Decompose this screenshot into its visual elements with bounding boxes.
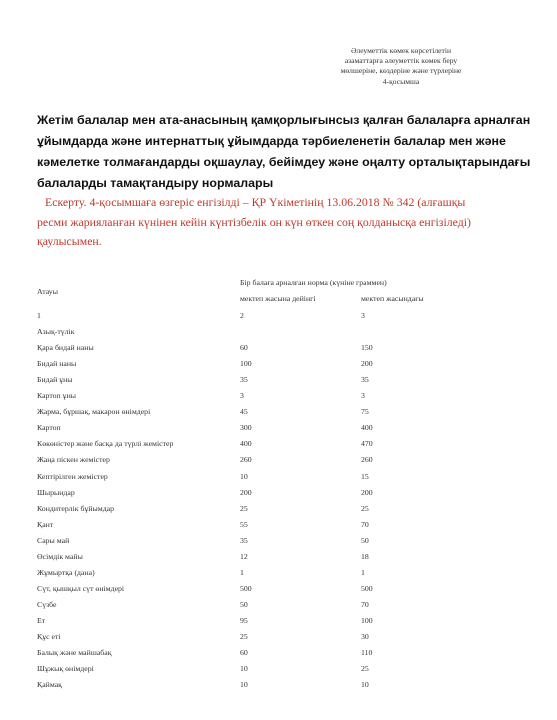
food-name-cell: Шырындар bbox=[37, 487, 75, 497]
school-norm-cell: 3 bbox=[361, 311, 365, 320]
school-norm-cell: 1 bbox=[361, 567, 365, 577]
preschool-norm-cell: 10 bbox=[240, 471, 248, 481]
food-name-cell: Картоп ұны bbox=[37, 391, 76, 401]
annex-label bbox=[306, 46, 496, 87]
preschool-norm-cell: 12 bbox=[240, 551, 248, 561]
preschool-norm-cell: 60 bbox=[240, 343, 248, 353]
food-name-cell: Сары май bbox=[37, 535, 70, 545]
table-row bbox=[0, 616, 557, 630]
food-name-cell: Жұмыртқа (дана) bbox=[37, 567, 95, 577]
table-row bbox=[0, 375, 557, 389]
table-row bbox=[0, 407, 557, 421]
food-name-cell: Шұжық өнімдері bbox=[37, 664, 94, 674]
school-norm-cell: 150 bbox=[361, 343, 373, 353]
preschool-norm-cell: 500 bbox=[240, 583, 252, 593]
title-line: Жетім балалар мен ата-анасының қамқорлығынсыз қалған балаларға арналған bbox=[37, 113, 531, 127]
school-norm-cell: 50 bbox=[361, 535, 369, 545]
name-column-header: Атауы bbox=[37, 287, 58, 296]
preschool-norm-cell: 10 bbox=[240, 664, 248, 674]
annex-line: мөлшеріне, көздеріне және түрлеріне bbox=[340, 66, 462, 76]
annex-line: 4-қосымша bbox=[382, 76, 420, 86]
title-line: ұйымдарда және интернаттық ұйымдарда тәрбиеленетін балалар мен және bbox=[37, 134, 506, 148]
food-name-cell: Қаймақ bbox=[37, 680, 62, 690]
note-line: қаулысымен. bbox=[37, 234, 102, 248]
preschool-norm-cell: 45 bbox=[240, 407, 248, 417]
school-norm-cell: 100 bbox=[361, 615, 373, 625]
table-row bbox=[0, 600, 557, 614]
school-norm-cell: 70 bbox=[361, 519, 369, 529]
food-name-cell: Өсімдік майы bbox=[37, 551, 83, 561]
annex-line: Әлеуметтік көмек көрсетілетін bbox=[350, 46, 452, 55]
preschool-norm-cell: 100 bbox=[240, 359, 252, 369]
food-name-cell: Көкөністер және басқа да түрлі жемістер bbox=[37, 439, 174, 449]
school-norm-cell: 10 bbox=[361, 680, 369, 690]
preschool-norm-cell: 3 bbox=[240, 391, 244, 401]
table-row bbox=[0, 455, 557, 469]
school-norm-cell: 35 bbox=[361, 375, 369, 385]
table-row bbox=[0, 359, 557, 373]
preschool-norm-cell: 35 bbox=[240, 375, 248, 385]
school-norm-cell: 400 bbox=[361, 423, 373, 433]
school-norm-cell: 70 bbox=[361, 599, 369, 609]
annex-line: азаматтарға әлеуметтік көмек беру bbox=[344, 56, 458, 66]
table-row bbox=[0, 327, 557, 341]
amendment-note bbox=[37, 193, 537, 252]
preschool-norm-cell: 55 bbox=[240, 519, 248, 529]
school-norm-cell: 25 bbox=[361, 503, 369, 513]
table-row bbox=[0, 472, 557, 486]
document-title bbox=[37, 110, 537, 194]
food-name-cell: Кондитерлік бұйымдар bbox=[37, 503, 115, 513]
preschool-norm-cell: 400 bbox=[240, 439, 252, 449]
table-row bbox=[0, 552, 557, 566]
food-name-cell: Картоп bbox=[37, 423, 61, 433]
school-norm-cell: 110 bbox=[361, 648, 373, 658]
school-norm-cell: 25 bbox=[361, 664, 369, 674]
preschool-norm-cell: 2 bbox=[240, 311, 244, 320]
preschool-norm-cell: 50 bbox=[240, 599, 248, 609]
school-norm-cell: 3 bbox=[361, 391, 365, 401]
school-column-header: мектеп жасындағы bbox=[361, 294, 424, 303]
table-row bbox=[0, 423, 557, 437]
table-row bbox=[0, 648, 557, 662]
norm-column-header: Бір балаға арналған норма (күніне граммен) bbox=[240, 278, 387, 287]
school-norm-cell: 15 bbox=[361, 471, 369, 481]
food-name-cell: Қант bbox=[37, 519, 54, 529]
food-name-cell: Азық-түлік bbox=[37, 327, 75, 337]
table-row bbox=[0, 584, 557, 598]
preschool-norm-cell: 300 bbox=[240, 423, 252, 433]
school-norm-cell: 200 bbox=[361, 487, 373, 497]
preschool-norm-cell: 200 bbox=[240, 487, 252, 497]
preschool-norm-cell: 25 bbox=[240, 632, 248, 641]
food-name-cell: Жарма, бұршақ, макарон өнімдері bbox=[37, 407, 151, 417]
table-row bbox=[0, 488, 557, 502]
food-name-cell: Жаңа піскен жемістер bbox=[37, 455, 110, 465]
food-name-cell: Бидай ұны bbox=[37, 375, 73, 385]
table-row bbox=[0, 520, 557, 534]
title-line: балаларды тамақтандыру нормалары bbox=[37, 176, 274, 190]
school-norm-cell: 30 bbox=[361, 632, 369, 641]
food-name-cell: Құс еті bbox=[37, 632, 61, 641]
note-line: Ескерту. 4-қосымшаға өзгеріс енгізілді – ҚР Үкіметінің 13.06.2018 № 342 (алғашқы bbox=[45, 195, 466, 209]
food-name-cell: Кептірілген жемістер bbox=[37, 471, 108, 481]
table-row bbox=[0, 664, 557, 678]
table-row bbox=[0, 632, 557, 646]
table-row bbox=[0, 311, 557, 325]
table-row bbox=[0, 343, 557, 357]
table-row bbox=[0, 504, 557, 518]
table-row bbox=[0, 439, 557, 453]
table-row bbox=[0, 680, 557, 694]
preschool-norm-cell: 25 bbox=[240, 503, 248, 513]
table-row bbox=[0, 536, 557, 550]
preschool-norm-cell: 1 bbox=[240, 567, 244, 577]
food-name-cell: Бидай наны bbox=[37, 359, 77, 369]
food-name-cell: Сүзбе bbox=[37, 599, 57, 609]
food-name-cell: 1 bbox=[37, 311, 41, 320]
school-norm-cell: 18 bbox=[361, 551, 369, 561]
preschool-norm-cell: 10 bbox=[240, 680, 248, 690]
food-name-cell: Балық және майшабақ bbox=[37, 648, 112, 658]
preschool-norm-cell: 95 bbox=[240, 615, 248, 625]
food-name-cell: Қара бидай наны bbox=[37, 343, 94, 353]
preschool-norm-cell: 260 bbox=[240, 455, 252, 465]
preschool-norm-cell: 60 bbox=[240, 648, 248, 658]
preschool-column-header: мектеп жасына дейінгі bbox=[240, 294, 316, 303]
school-norm-cell: 260 bbox=[361, 455, 373, 465]
title-line: кәмелетке толмағандарды оқшаулау, бейімдеу және оңалту орталықтарындағы bbox=[37, 155, 531, 169]
table-row bbox=[0, 568, 557, 582]
food-name-cell: Сүт, қышқыл сүт өнімдері bbox=[37, 583, 125, 593]
preschool-norm-cell: 35 bbox=[240, 535, 248, 545]
table-row bbox=[0, 391, 557, 405]
note-line: ресми жарияланған күнінен кейін күнтізбелік он күн өткен соң қолданысқа енгізіледі) bbox=[37, 214, 471, 229]
food-name-cell: Ет bbox=[37, 615, 46, 625]
school-norm-cell: 500 bbox=[361, 583, 373, 593]
school-norm-cell: 470 bbox=[361, 439, 373, 449]
school-norm-cell: 200 bbox=[361, 359, 373, 369]
school-norm-cell: 75 bbox=[361, 407, 369, 417]
